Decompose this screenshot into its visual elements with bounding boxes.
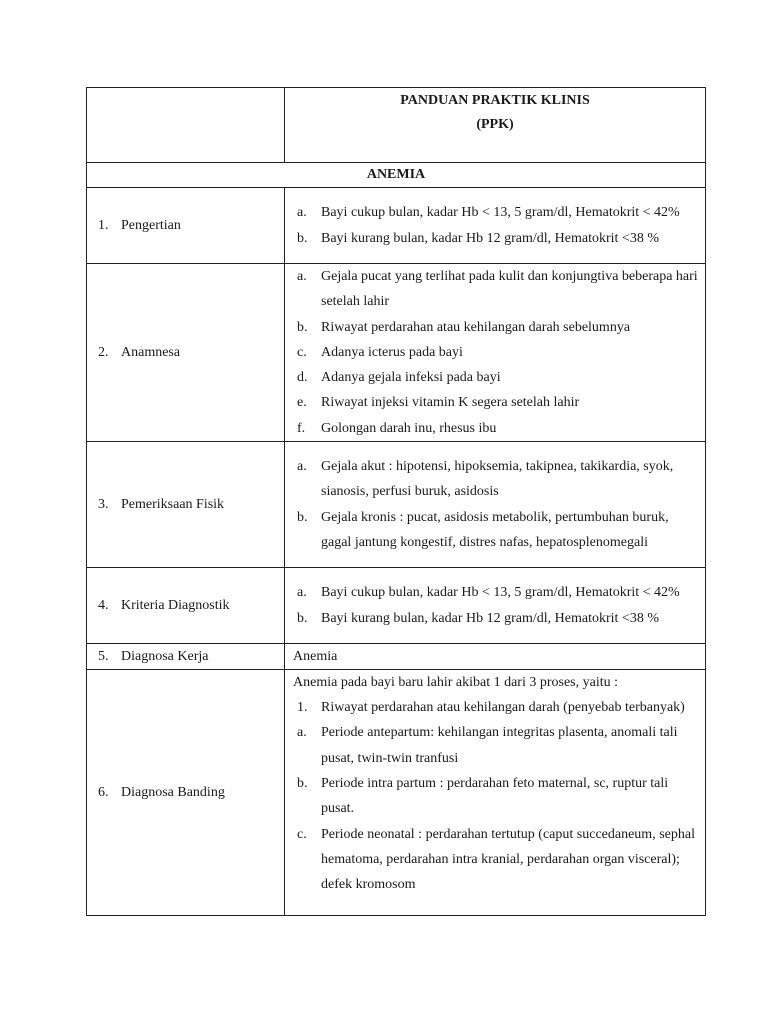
list-item: [297, 505, 699, 556]
row-label: Diagnosa Kerja: [121, 648, 209, 664]
row-content-cell: [285, 188, 706, 264]
list-text: Periode intra partum : perdarahan feto maternal, sc, ruptur tali pusat.: [321, 775, 669, 817]
list-marker: e.: [297, 395, 307, 411]
list-marker: a.: [297, 458, 307, 474]
row-label-cell: [87, 442, 285, 568]
list-item: [297, 416, 699, 441]
row-content-cell: [285, 670, 706, 916]
section-title: ANEMIA: [87, 163, 706, 188]
list-item: [297, 771, 699, 822]
list-item: [297, 580, 699, 605]
list-marker: c.: [297, 826, 307, 842]
page-subtitle: (PPK): [476, 117, 514, 132]
list-item: [297, 390, 699, 415]
row-label-cell: [87, 568, 285, 644]
list-item: [297, 822, 699, 898]
row-number: 1.: [98, 217, 109, 233]
list-text: Bayi cukup bulan, kadar Hb < 13, 5 gram/dl, Hematokrit < 42%: [321, 585, 680, 601]
table-row: [87, 442, 706, 568]
list-marker: a.: [297, 725, 307, 741]
header-empty-cell: [87, 88, 285, 163]
list-text: Gejala kronis : pucat, asidosis metabolik, pertumbuhan buruk, gagal jantung kongestif, distres nafas, hepatosplenomegali: [321, 509, 669, 550]
header-title-cell: [285, 88, 706, 163]
row-label: Diagnosa Banding: [121, 784, 225, 800]
list-marker: a.: [297, 205, 307, 221]
row-number: 3.: [98, 496, 109, 512]
list-text: Riwayat injeksi vitamin K segera setelah lahir: [321, 395, 580, 411]
list-text: Bayi cukup bulan, kadar Hb < 13, 5 gram/dl, Hematokrit < 42%: [321, 205, 680, 221]
row-content-cell: [285, 442, 706, 568]
list-marker: 1.: [297, 700, 308, 716]
row-label: Pemeriksaan Fisik: [121, 496, 225, 512]
list-item: [297, 606, 699, 631]
list-text: Bayi kurang bulan, kadar Hb 12 gram/dl, Hematokrit <38 %: [321, 610, 659, 626]
row-label: Pengertian: [121, 217, 181, 233]
row-number: 5.: [98, 648, 109, 664]
list-marker: b.: [297, 509, 308, 525]
list-text: Adanya gejala infeksi pada bayi: [321, 370, 501, 386]
section-row: [87, 163, 706, 188]
row-label-cell: [87, 644, 285, 670]
list-text: Bayi kurang bulan, kadar Hb 12 gram/dl, Hematokrit <38 %: [321, 230, 659, 246]
list-item: [297, 264, 699, 315]
row-label-cell: [87, 670, 285, 916]
list-marker: f.: [297, 420, 306, 436]
row-number: 4.: [98, 597, 109, 613]
page-title: PANDUAN PRAKTIK KLINIS: [400, 93, 590, 108]
list-text: Riwayat perdarahan atau kehilangan darah (penyebab terbanyak): [321, 700, 685, 716]
header-row: [87, 88, 706, 163]
row-content-cell: [285, 568, 706, 644]
ppk-table: [86, 87, 706, 916]
list-item: [297, 720, 699, 771]
table-row: [87, 188, 706, 264]
list-marker: b.: [297, 230, 308, 246]
list-text: Gejala akut : hipotensi, hipoksemia, takipnea, takikardia, syok, sianosis, perfusi buruk, asidosis: [321, 458, 674, 500]
list-marker: a.: [297, 585, 307, 601]
table-row: [87, 670, 706, 916]
list-text: Periode antepartum: kehilangan integritas plasenta, anomali tali pusat, twin-twin tranfusi: [321, 725, 678, 766]
row-number: 2.: [98, 344, 109, 360]
row-content-cell: [285, 644, 706, 670]
row-label: Kriteria Diagnostik: [121, 597, 230, 613]
list-item: [297, 695, 699, 720]
table-row: [87, 644, 706, 670]
list-item: [297, 200, 699, 225]
list-item: [297, 454, 699, 505]
row-number: 6.: [98, 784, 109, 800]
list-text: Adanya icterus pada bayi: [321, 344, 463, 360]
list-marker: b.: [297, 775, 308, 791]
list-item: [297, 226, 699, 251]
list-text: Golongan darah inu, rhesus ibu: [321, 420, 497, 436]
list-item: [297, 340, 699, 365]
list-text: Periode neonatal : perdarahan tertutup (caput succedaneum, sephal hematoma, perdarahan intra kranial, perdarahan organ visceral); defek kromosom: [321, 826, 695, 893]
list-item: [297, 365, 699, 390]
list-marker: b.: [297, 610, 308, 626]
list-text: Gejala pucat yang terlihat pada kulit dan konjungtiva beberapa hari setelah lahir: [321, 269, 698, 310]
row-label-cell: [87, 264, 285, 442]
row-text: Anemia: [293, 649, 338, 665]
row-intro: Anemia pada bayi baru lahir akibat 1 dari 3 proses, yaitu :: [293, 675, 619, 691]
list-item: [297, 315, 699, 340]
row-label-cell: [87, 188, 285, 264]
list-text: Riwayat perdarahan atau kehilangan darah sebelumnya: [321, 319, 631, 335]
list-marker: c.: [297, 344, 307, 360]
table-row: [87, 264, 706, 442]
list-marker: b.: [297, 319, 308, 335]
table-row: [87, 568, 706, 644]
list-marker: d.: [297, 370, 308, 386]
row-content-cell: [285, 264, 706, 442]
list-marker: a.: [297, 269, 307, 284]
row-label: Anamnesa: [121, 344, 181, 360]
